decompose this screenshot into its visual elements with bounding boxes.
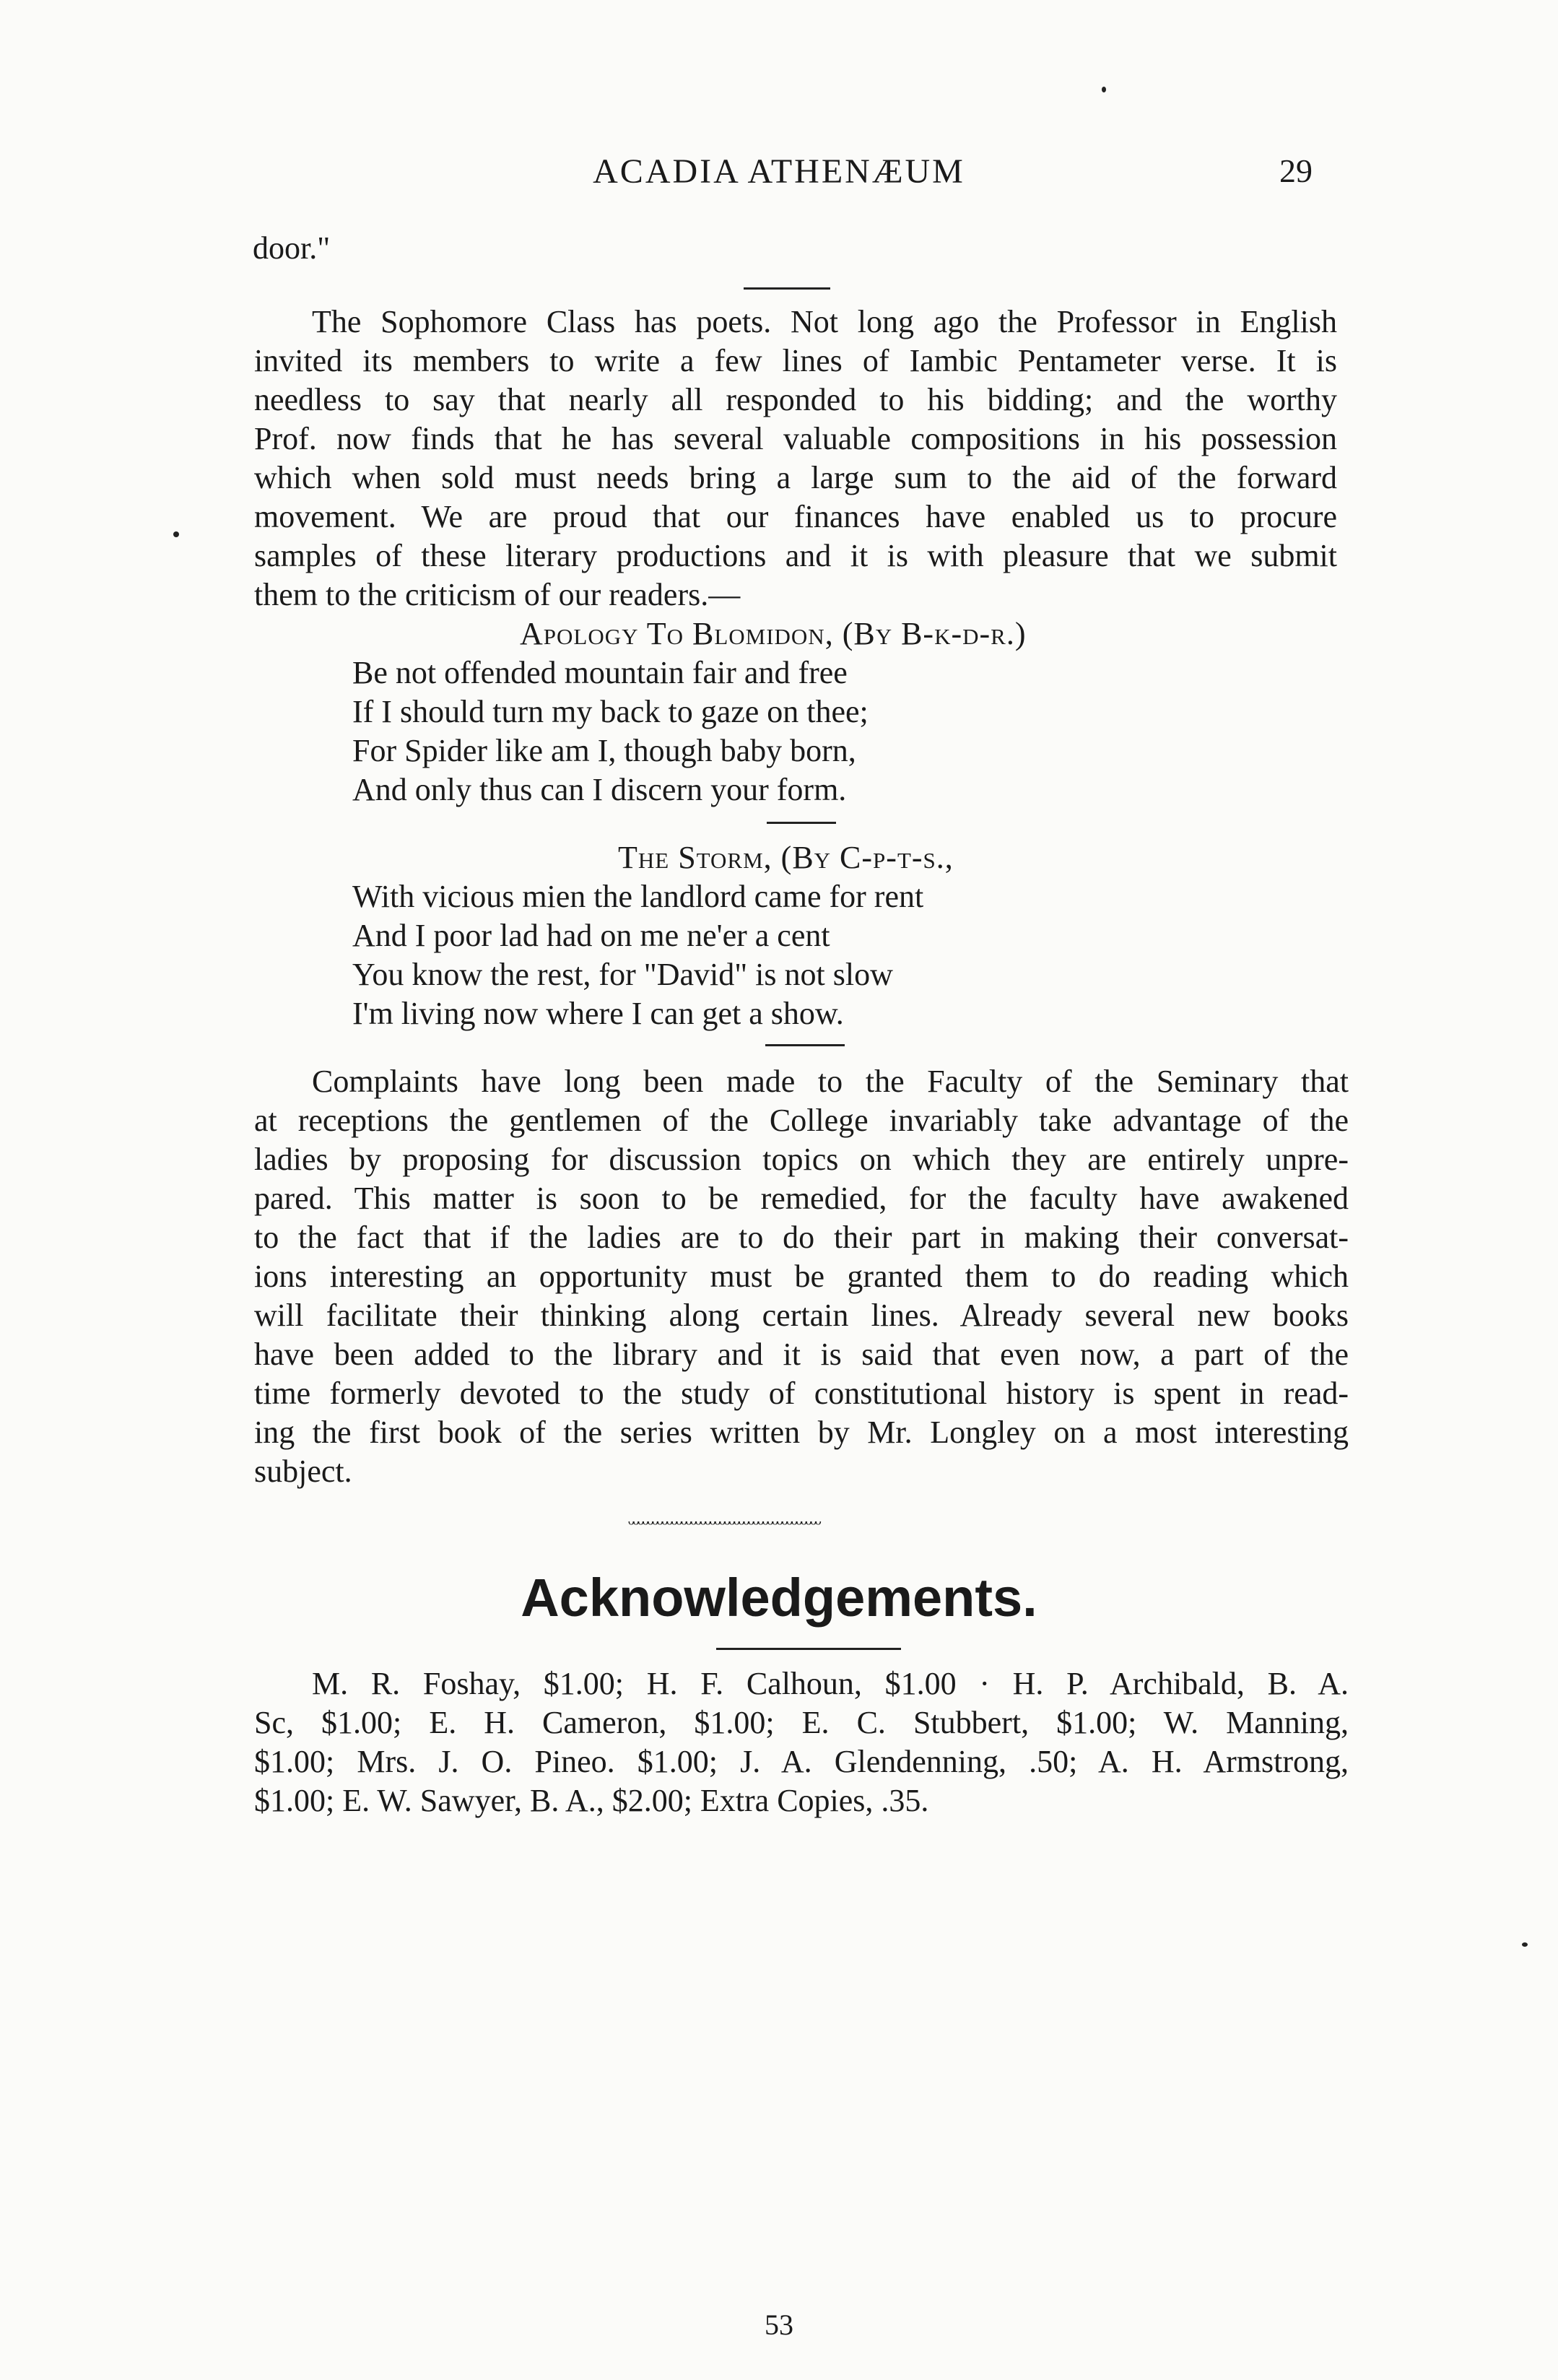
acknowledgement-line: $1.00; Mrs. J. O. Pineo. $1.00; J. A. Glendenning, .50; A. H. Armstrong, <box>254 1744 1349 1779</box>
paragraph-line: Complaints have long been made to the Faculty of the Seminary that <box>312 1064 1349 1099</box>
scan-speck <box>1522 1942 1528 1947</box>
poem-line: You know the rest, for "David" is not slow <box>352 957 893 992</box>
paragraph-line: invited its members to write a few lines of Iambic Pentameter verse. It is <box>254 343 1337 378</box>
paragraph-line: which when sold must needs bring a large sum to the aid of the forward <box>254 460 1337 495</box>
page-number: 29 <box>1279 152 1313 189</box>
section-divider <box>767 822 836 824</box>
paragraph-line: needless to say that nearly all responded to his bidding; and the worthy <box>254 382 1337 417</box>
footer-folio: 53 <box>765 2309 793 2341</box>
opening-fragment: door." <box>253 230 331 266</box>
paragraph-line: them to the criticism of our readers.— <box>254 577 741 612</box>
poem-line: I'm living now where I can get a show. <box>352 996 844 1031</box>
paragraph-line: will facilitate their thinking along certain lines. Already several new books <box>254 1298 1349 1333</box>
paragraph-line: ions interesting an opportunity must be granted them to do reading which <box>254 1259 1349 1294</box>
paragraph-line: have been added to the library and it is said that even now, a part of the <box>254 1337 1349 1372</box>
ornamental-divider: ᵕᵕᵕᵕᵕᵕᵕᵕᵕᵕᵕᵕᵕᵕᵕᵕᵕᵕᵕᵕᵕᵕᵕᵕᵕᵕᵕᵕᵕᵕᵕᵕᵕᵕᵕᵕᵕᵕᵕᵕ <box>628 1516 820 1532</box>
acknowledgement-line: M. R. Foshay, $1.00; H. F. Calhoun, $1.00 · H. P. Archibald, B. A. <box>312 1666 1349 1701</box>
acknowledgement-line: Sc, $1.00; E. H. Cameron, $1.00; E. C. Stubbert, $1.00; W. Manning, <box>254 1705 1349 1740</box>
paragraph-line: Prof. now finds that he has several valuable compositions in his possession <box>254 421 1337 456</box>
section-divider <box>744 287 830 290</box>
paragraph-line: movement. We are proud that our finances have enabled us to procure <box>254 499 1337 534</box>
poem-line: For Spider like am I, though baby born, <box>352 733 856 768</box>
paragraph-line: samples of these literary productions and it is with pleasure that we submit <box>254 538 1337 573</box>
scan-speck <box>173 531 179 537</box>
poem-line: Be not offended mountain fair and free <box>352 655 848 690</box>
running-title: ACADIA ATHENÆUM <box>593 152 965 191</box>
poem-line: With vicious mien the landlord came for rent <box>352 879 924 914</box>
poem-line: And I poor lad had on me ne'er a cent <box>352 918 830 953</box>
paragraph-line: to the fact that if the ladies are to do their part in making their conversat- <box>254 1220 1349 1255</box>
poem-line: If I should turn my back to gaze on thee; <box>352 694 869 729</box>
paragraph-line: time formerly devoted to the study of constitutional history is spent in read- <box>254 1376 1349 1411</box>
acknowledgements-title: Acknowledgements. <box>521 1568 1037 1628</box>
paragraph-line: The Sophomore Class has poets. Not long ago the Professor in English <box>312 304 1337 339</box>
paragraph-line: pared. This matter is soon to be remedied, for the faculty have awakened <box>254 1181 1349 1216</box>
scan-speck <box>1102 87 1106 92</box>
paragraph-line: subject. <box>254 1454 352 1489</box>
paragraph-line: at receptions the gentlemen of the College invariably take advantage of the <box>254 1103 1349 1138</box>
paragraph-line: ladies by proposing for discussion topics on which they are entirely unpre- <box>254 1142 1349 1177</box>
section-divider <box>716 1648 901 1650</box>
poem-heading: Apology To Blomidon, (By B-k-d-r.) <box>520 616 1027 651</box>
poem-line: And only thus can I discern your form. <box>352 772 847 807</box>
acknowledgement-line: $1.00; E. W. Sawyer, B. A., $2.00; Extra Copies, .35. <box>254 1783 929 1818</box>
paragraph-line: ing the first book of the series written by Mr. Longley on a most interesting <box>254 1415 1349 1450</box>
poem-heading: The Storm, (By C-p-t-s., <box>618 840 954 875</box>
section-divider <box>765 1044 845 1046</box>
